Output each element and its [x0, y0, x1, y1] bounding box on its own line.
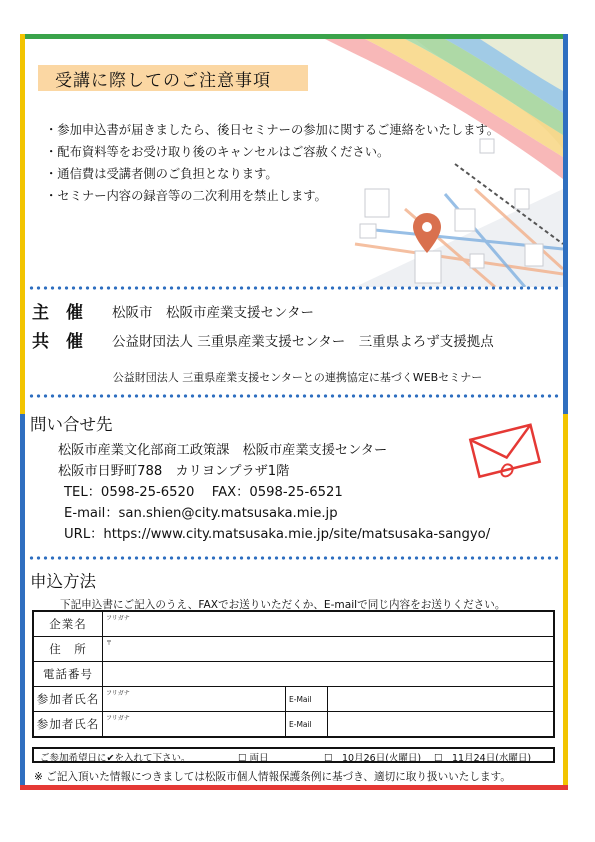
- dotted-divider-3: [28, 556, 560, 560]
- cohost-value: 公益財団法人 三重県産業支援センター 三重県よろず支援拠点: [112, 334, 494, 350]
- postal-mark: 〒: [106, 640, 113, 647]
- application-form: [32, 610, 555, 738]
- form-row-phone: [33, 662, 554, 687]
- participant-2-email-field[interactable]: [328, 712, 555, 738]
- participant-1-name-field[interactable]: [103, 687, 286, 712]
- phone-label: 電話番号: [33, 662, 103, 687]
- notice-item-2: ・配布資料等をお受け取り後のキャンセルはご容赦ください。: [45, 145, 390, 159]
- participant-2-name-field[interactable]: [103, 712, 286, 738]
- notice-heading: 受講に際してのご注意事項: [55, 71, 271, 91]
- checkbox-oct-26[interactable]: ☐ 10月26日(火曜日): [324, 753, 422, 764]
- participant-1-label: 参加者氏名: [33, 687, 103, 712]
- form-row-participant-2: [33, 712, 554, 738]
- dotted-divider-1: [28, 286, 560, 290]
- participant-1-email-label: E-Mail: [286, 687, 328, 712]
- furigana-label: フリガナ: [106, 690, 130, 697]
- frame-left-border-blue: [20, 414, 25, 790]
- notice-item-4: ・セミナー内容の録音等の二次利用を禁止します。: [45, 189, 327, 203]
- dotted-divider-2: [28, 394, 560, 398]
- address-field[interactable]: [103, 637, 555, 662]
- privacy-note: ※ ご記入頂いた情報につきましては松阪市個人情報保護条例に基づき、適切に取り扱いいたします。: [34, 771, 511, 783]
- frame-right-border-yellow: [563, 414, 568, 790]
- furigana-label: フリガナ: [106, 715, 130, 722]
- participant-1-email-field[interactable]: [328, 687, 555, 712]
- frame-right-border-blue: [563, 34, 568, 414]
- host-value: 松阪市 松阪市産業支援センター: [112, 305, 314, 321]
- notice-item-3: ・通信費は受講者側のご負担となります。: [45, 167, 278, 181]
- phone-field[interactable]: [103, 662, 555, 687]
- cohost-label: 共 催: [32, 332, 83, 352]
- contact-tel-fax: TEL：0598-25-6520 FAX：0598-25-6521: [64, 485, 343, 500]
- application-title: 申込方法: [30, 572, 96, 591]
- form-row-address: [33, 637, 554, 662]
- participant-2-label: 参加者氏名: [33, 712, 103, 738]
- partnership-note: 公益財団法人 三重県産業支援センターとの連携協定に基づくWEBセミナー: [112, 371, 483, 384]
- contact-department: 松阪市産業文化部商工政策課 松阪市産業支援センター: [58, 443, 388, 458]
- date-preference-box: [32, 747, 555, 763]
- checkbox-both-days[interactable]: ☐ 両日: [238, 753, 269, 764]
- contact-title: 問い合せ先: [30, 415, 113, 434]
- contact-email: E-mail：san.shien@city.matsusaka.mie.jp: [64, 506, 338, 521]
- address-label: 住 所: [33, 637, 103, 662]
- map-pin-icon: [413, 213, 441, 253]
- date-preference-label: ご参加希望日に✔を入れて下さい。: [40, 753, 191, 764]
- envelope-icon: [462, 420, 547, 482]
- form-row-company: [33, 611, 554, 637]
- company-label: 企業名: [33, 611, 103, 637]
- contact-address: 松阪市日野町788 カリヨンプラザ1階: [58, 464, 290, 479]
- frame-bottom-border: [20, 785, 568, 790]
- host-label: 主 催: [32, 303, 83, 323]
- participant-2-email-label: E-Mail: [286, 712, 328, 738]
- notice-item-1: ・参加申込書が届きましたら、後日セミナーの参加に関するご連絡をいたします。: [45, 123, 500, 137]
- company-field[interactable]: [103, 611, 555, 637]
- form-row-participant-1: [33, 687, 554, 712]
- furigana-label: フリガナ: [106, 615, 130, 622]
- checkbox-nov-24[interactable]: ☐ 11月24日(水曜日): [434, 753, 532, 764]
- application-intro: 下記申込書にご記入のうえ、FAXでお送りいただくか、E-mailで同じ内容をお送りください。: [60, 599, 506, 611]
- contact-url[interactable]: URL：https://www.city.matsusaka.mie.jp/site/matsusaka-sangyo/: [64, 527, 491, 542]
